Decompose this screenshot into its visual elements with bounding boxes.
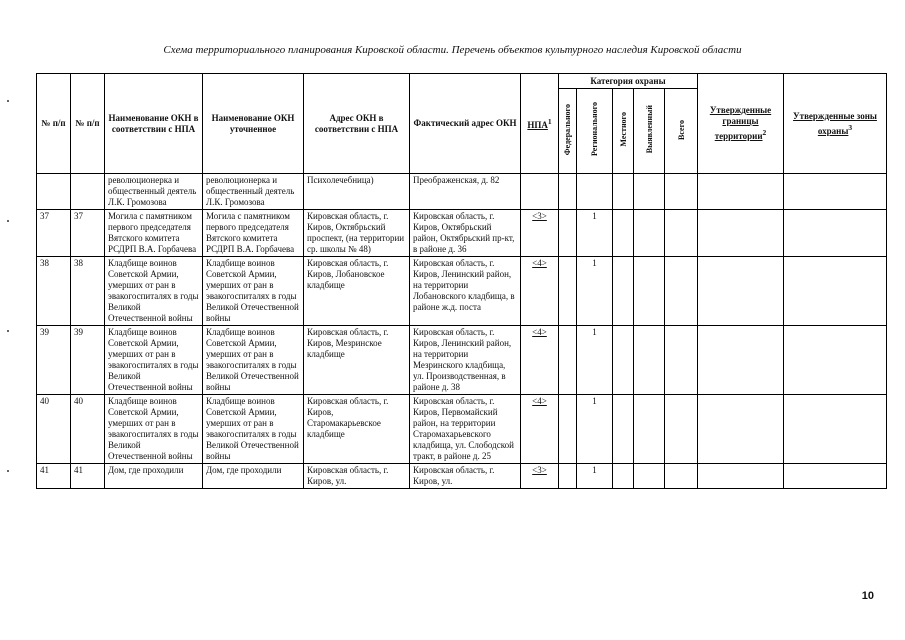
cell-local <box>613 326 634 395</box>
cell-name-clarified: Кладбище воинов Советской Армии, умерших от ран в эвакогоспиталях в годы Великой Отечественной войны <box>203 395 304 464</box>
cell-federal <box>559 257 577 326</box>
header-row <box>37 74 887 89</box>
col-header-regional: Регионального <box>577 89 613 174</box>
npa-label: НПА <box>527 120 548 130</box>
cell-num1: 41 <box>37 464 71 489</box>
cell-address-npa: Кировская область, г. Киров, Мезринское кладбище <box>304 326 410 395</box>
cell-num1: 39 <box>37 326 71 395</box>
col-header-address-npa: Адрес ОКН в соответствии с НПА <box>304 74 410 174</box>
scan-speck <box>7 470 9 472</box>
table-row <box>37 257 887 326</box>
cell-num1 <box>37 174 71 210</box>
scan-speck <box>7 220 9 222</box>
col-header-total: Всего <box>665 89 698 174</box>
col-header-address-actual: Фактический адрес ОКН <box>410 74 521 174</box>
cell-num2: 38 <box>71 257 105 326</box>
col-header-num1: № п/п <box>37 74 71 174</box>
okn-table <box>36 73 887 489</box>
cell-npa: <4> <box>521 395 559 464</box>
cell-regional <box>577 174 613 210</box>
cell-local <box>613 395 634 464</box>
col-header-approved-boundaries <box>698 74 784 174</box>
cell-name: Кладбище воинов Советской Армии, умерших от ран в эвакогоспиталях в годы Великой Отечественной войны <box>105 257 203 326</box>
table-row <box>37 174 887 210</box>
cell-name: Кладбище воинов Советской Армии, умерших от ран в эвакогоспиталях в годы Великой Отечественной войны <box>105 395 203 464</box>
col-header-name: Наименование ОКН в соответствии с НПА <box>105 74 203 174</box>
cell-num1: 40 <box>37 395 71 464</box>
cell-name: Дом, где проходили <box>105 464 203 489</box>
cell-identified <box>634 395 665 464</box>
cell-local <box>613 174 634 210</box>
table-row <box>37 395 887 464</box>
cell-identified <box>634 174 665 210</box>
cell-total <box>665 395 698 464</box>
col-header-local: Местного <box>613 89 634 174</box>
cell-federal <box>559 464 577 489</box>
cell-npa: <4> <box>521 257 559 326</box>
cell-num2: 41 <box>71 464 105 489</box>
cell-name-clarified: Кладбище воинов Советской Армии, умерших от ран в эвакогоспиталях в годы Великой Отечественной войны <box>203 326 304 395</box>
cell-regional: 1 <box>577 210 613 257</box>
cell-address-npa: Кировская область, г. Киров, Октябрьский проспект, (на территории ср. школы № 48) <box>304 210 410 257</box>
cell-name-clarified: революционерка и общественный деятель Л.К. Громозова <box>203 174 304 210</box>
cell-identified <box>634 326 665 395</box>
cell-federal <box>559 210 577 257</box>
cell-address-actual: Кировская область, г. Киров, ул. <box>410 464 521 489</box>
cell-npa: <3> <box>521 210 559 257</box>
cell-npa: <4> <box>521 326 559 395</box>
cell-local <box>613 257 634 326</box>
cell-regional: 1 <box>577 257 613 326</box>
cell-approved-boundaries <box>698 464 784 489</box>
cell-approved-zones <box>784 464 887 489</box>
col-header-approved-zones <box>784 74 887 174</box>
cell-name: Кладбище воинов Советской Армии, умерших от ран в эвакогоспиталях в годы Великой Отечественной войны <box>105 326 203 395</box>
cell-name: Могила с памятником первого председателя Вятского комитета РСДРП В.А. Горбачева <box>105 210 203 257</box>
cell-num2: 39 <box>71 326 105 395</box>
cell-num2 <box>71 174 105 210</box>
scan-speck <box>7 330 9 332</box>
table-row <box>37 326 887 395</box>
cell-total <box>665 210 698 257</box>
npa-footnote-mark: 1 <box>547 117 552 126</box>
cell-federal <box>559 395 577 464</box>
cell-federal <box>559 326 577 395</box>
cell-approved-boundaries <box>698 257 784 326</box>
cell-approved-zones <box>784 257 887 326</box>
approved-boundaries-label: Утвержденные границы территории <box>709 105 772 141</box>
approved-zones-footnote-mark: 3 <box>848 122 853 132</box>
cell-address-actual: Кировская область, г. Киров, Октябрьский район, Октябрьский пр-кт, в районе д. 36 <box>410 210 521 257</box>
col-header-category-group: Категория охраны <box>559 74 698 89</box>
col-header-name-clarified: Наименование ОКН уточненное <box>203 74 304 174</box>
cell-identified <box>634 257 665 326</box>
cell-num1: 38 <box>37 257 71 326</box>
page-number: 10 <box>861 590 874 602</box>
cell-npa <box>521 174 559 210</box>
col-header-identified: Выявленный <box>634 89 665 174</box>
cell-approved-zones <box>784 395 887 464</box>
cell-total <box>665 464 698 489</box>
cell-num2: 40 <box>71 395 105 464</box>
cell-name: революционерка и общественный деятель Л.К. Громозова <box>105 174 203 210</box>
cell-name-clarified: Кладбище воинов Советской Армии, умерших от ран в эвакогоспиталях в годы Великой Отечественной войны <box>203 257 304 326</box>
cell-name-clarified: Могила с памятником первого председателя Вятского комитета РСДРП В.А. Горбачева <box>203 210 304 257</box>
cell-regional: 1 <box>577 326 613 395</box>
cell-address-actual: Преображенская, д. 82 <box>410 174 521 210</box>
cell-npa: <3> <box>521 464 559 489</box>
table-row <box>37 210 887 257</box>
cell-approved-zones <box>784 174 887 210</box>
table-row <box>37 464 887 489</box>
cell-identified <box>634 210 665 257</box>
col-header-federal: Федерального <box>559 89 577 174</box>
cell-regional: 1 <box>577 464 613 489</box>
cell-name-clarified: Дом, где проходили <box>203 464 304 489</box>
cell-total <box>665 326 698 395</box>
scan-speck <box>7 100 9 102</box>
approved-zones-label: Утвержденные зоны охраны <box>793 110 877 136</box>
cell-approved-zones <box>784 210 887 257</box>
cell-total <box>665 174 698 210</box>
cell-total <box>665 257 698 326</box>
cell-num1: 37 <box>37 210 71 257</box>
cell-regional: 1 <box>577 395 613 464</box>
cell-num2: 37 <box>71 210 105 257</box>
cell-address-npa: Кировская область, г. Киров, ул. <box>304 464 410 489</box>
cell-approved-boundaries <box>698 326 784 395</box>
col-header-num2: № п/п <box>71 74 105 174</box>
document-title: Схема территориального планирования Кировской области. Перечень объектов культурного наследия Кировской области <box>163 44 742 56</box>
cell-approved-boundaries <box>698 210 784 257</box>
cell-address-npa: Психолечебница) <box>304 174 410 210</box>
cell-federal <box>559 174 577 210</box>
cell-address-npa: Кировская область, г. Киров, Лобановское кладбище <box>304 257 410 326</box>
cell-local <box>613 210 634 257</box>
cell-address-actual: Кировская область, г. Киров, Первомайский район, на территории Старомахарьевского кладбища, ул. Слободской тракт, в районе д. 25 <box>410 395 521 464</box>
cell-identified <box>634 464 665 489</box>
approved-boundaries-footnote-mark: 2 <box>762 128 767 137</box>
cell-approved-zones <box>784 326 887 395</box>
cell-local <box>613 464 634 489</box>
cell-approved-boundaries <box>698 395 784 464</box>
cell-approved-boundaries <box>698 174 784 210</box>
col-header-npa <box>521 74 559 174</box>
cell-address-npa: Кировская область, г. Киров, Старомакарьевское кладбище <box>304 395 410 464</box>
cell-address-actual: Кировская область, г. Киров, Ленинский район, на территории Мезринского кладбища, ул. Производственная, в районе д. 38 <box>410 326 521 395</box>
cell-address-actual: Кировская область, г. Киров, Ленинский район, на территории Лобановского кладбища, в районе ж.д. поста <box>410 257 521 326</box>
